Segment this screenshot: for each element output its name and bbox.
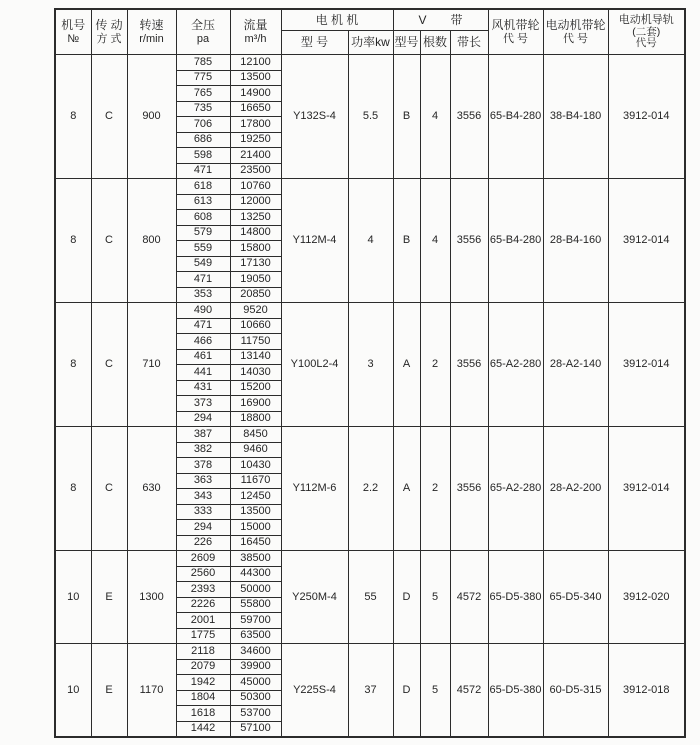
- header-vbelt-count: 根数: [420, 31, 450, 55]
- cell-motor-power: 37: [348, 644, 393, 738]
- cell-flow: 45000: [230, 675, 281, 691]
- cell-flow: 9520: [230, 303, 281, 319]
- header-speed-label: 转速: [139, 17, 164, 32]
- header-drive-mode-line1: 传 动: [95, 17, 123, 32]
- cell-flow: 9460: [230, 442, 281, 458]
- cell-pressure: 363: [176, 473, 230, 489]
- cell-flow: 16900: [230, 396, 281, 412]
- cell-vbelt-count: 2: [420, 427, 450, 551]
- cell-pressure: 613: [176, 194, 230, 210]
- cell-flow: 63500: [230, 628, 281, 644]
- cell-flow: 55800: [230, 597, 281, 613]
- cell-flow: 15000: [230, 520, 281, 536]
- header-pressure: [176, 9, 230, 55]
- cell-flow: 12100: [230, 55, 281, 71]
- cell-motor-power: 55: [348, 551, 393, 644]
- cell-vbelt-model: A: [393, 427, 420, 551]
- cell-pressure: 226: [176, 535, 230, 551]
- cell-pressure: 775: [176, 70, 230, 86]
- cell-pressure: 2393: [176, 582, 230, 598]
- header-pressure-label: 全压: [190, 17, 215, 32]
- cell-flow: 57100: [230, 721, 281, 737]
- cell-pressure: 471: [176, 318, 230, 334]
- cell-flow: 13250: [230, 210, 281, 226]
- cell-machine-no: 8: [55, 427, 91, 551]
- cell-vbelt-count: 4: [420, 179, 450, 303]
- cell-motor-pulley: 28-A2-140: [543, 303, 608, 427]
- cell-flow: 16450: [230, 535, 281, 551]
- cell-pressure: 706: [176, 117, 230, 133]
- cell-pressure: 294: [176, 411, 230, 427]
- header-pressure-unit: pa: [196, 32, 210, 45]
- header-machine-no-unit: №: [67, 32, 80, 45]
- cell-pressure: 294: [176, 520, 230, 536]
- cell-flow: 13500: [230, 504, 281, 520]
- cell-pressure: 373: [176, 396, 230, 412]
- cell-motor-pulley: 38-B4-180: [543, 55, 608, 179]
- cell-motor-pulley: 28-A2-200: [543, 427, 608, 551]
- header-motor-group: 电 机 机: [281, 9, 393, 31]
- cell-pressure: 382: [176, 442, 230, 458]
- cell-vbelt-count: 2: [420, 303, 450, 427]
- cell-drive-mode: C: [91, 427, 127, 551]
- cell-pressure: 2560: [176, 566, 230, 582]
- header-flow: [230, 9, 281, 55]
- cell-pressure: 471: [176, 163, 230, 179]
- cell-motor-pulley: 60-D5-315: [543, 644, 608, 738]
- cell-machine-no: 8: [55, 179, 91, 303]
- cell-vbelt-model: B: [393, 55, 420, 179]
- cell-speed: 1170: [127, 644, 176, 738]
- cell-drive-mode: C: [91, 303, 127, 427]
- cell-flow: 53700: [230, 706, 281, 722]
- header-vbelt-model: 型号: [393, 31, 420, 55]
- cell-pressure: 466: [176, 334, 230, 350]
- cell-flow: 19050: [230, 272, 281, 288]
- table-row: [55, 55, 685, 71]
- cell-fan-pulley: 65-B4-280: [488, 179, 543, 303]
- cell-pressure: 598: [176, 148, 230, 164]
- table-row: [55, 303, 685, 319]
- cell-motor-rail: 3912-014: [608, 179, 685, 303]
- cell-pressure: 785: [176, 55, 230, 71]
- cell-pressure: 1442: [176, 721, 230, 737]
- cell-motor-power: 5.5: [348, 55, 393, 179]
- cell-vbelt-length: 3556: [450, 303, 488, 427]
- cell-flow: 10660: [230, 318, 281, 334]
- cell-flow: 13140: [230, 349, 281, 365]
- cell-pressure: 765: [176, 86, 230, 102]
- cell-motor-power: 3: [348, 303, 393, 427]
- cell-motor-pulley: 65-D5-340: [543, 551, 608, 644]
- header-fan-pulley-line2: 代 号: [503, 32, 529, 45]
- header-speed-unit: r/min: [139, 32, 164, 45]
- cell-speed: 1300: [127, 551, 176, 644]
- cell-pressure: 353: [176, 287, 230, 303]
- cell-motor-rail: 3912-014: [608, 427, 685, 551]
- cell-pressure: 2226: [176, 597, 230, 613]
- header-fan-pulley: [488, 9, 543, 55]
- cell-pressure: 2609: [176, 551, 230, 567]
- cell-motor-rail: 3912-014: [608, 303, 685, 427]
- cell-flow: 23500: [230, 163, 281, 179]
- cell-pressure: 1775: [176, 628, 230, 644]
- cell-pressure: 461: [176, 349, 230, 365]
- cell-flow: 14900: [230, 86, 281, 102]
- cell-flow: 13500: [230, 70, 281, 86]
- cell-vbelt-length: 3556: [450, 179, 488, 303]
- cell-pressure: 343: [176, 489, 230, 505]
- cell-flow: 16650: [230, 101, 281, 117]
- cell-pressure: 490: [176, 303, 230, 319]
- table-row: [55, 644, 685, 660]
- header-motor-rail-line3: 代号: [635, 37, 657, 50]
- cell-motor-model: Y250M-4: [281, 551, 348, 644]
- cell-motor-pulley: 28-B4-160: [543, 179, 608, 303]
- table-header: [55, 9, 685, 55]
- cell-pressure: 559: [176, 241, 230, 257]
- header-motor-rail-line1: 电动机导轨: [618, 14, 674, 27]
- cell-motor-rail: 3912-014: [608, 55, 685, 179]
- cell-flow: 20850: [230, 287, 281, 303]
- cell-pressure: 735: [176, 101, 230, 117]
- cell-pressure: 2118: [176, 644, 230, 660]
- cell-flow: 11750: [230, 334, 281, 350]
- cell-machine-no: 10: [55, 551, 91, 644]
- header-fan-pulley-line1: 风机带轮: [491, 17, 540, 32]
- cell-flow: 39900: [230, 659, 281, 675]
- cell-flow: 12450: [230, 489, 281, 505]
- cell-machine-no: 8: [55, 55, 91, 179]
- cell-pressure: 1942: [176, 675, 230, 691]
- cell-vbelt-model: D: [393, 644, 420, 738]
- cell-drive-mode: E: [91, 644, 127, 738]
- cell-flow: 50000: [230, 582, 281, 598]
- header-speed: [127, 9, 176, 55]
- table-row: [55, 179, 685, 195]
- cell-pressure: 549: [176, 256, 230, 272]
- cell-flow: 15200: [230, 380, 281, 396]
- header-motor-rail-line2: (二套): [632, 25, 661, 38]
- cell-motor-model: Y112M-4: [281, 179, 348, 303]
- cell-pressure: 618: [176, 179, 230, 195]
- cell-motor-model: Y225S-4: [281, 644, 348, 738]
- cell-pressure: 686: [176, 132, 230, 148]
- header-machine-no: [55, 9, 91, 55]
- cell-flow: 10430: [230, 458, 281, 474]
- cell-flow: 59700: [230, 613, 281, 629]
- cell-pressure: 431: [176, 380, 230, 396]
- cell-fan-pulley: 65-B4-280: [488, 55, 543, 179]
- header-motor-pulley: [543, 9, 608, 55]
- header-drive-mode-line2: 方 式: [96, 32, 122, 45]
- cell-vbelt-model: B: [393, 179, 420, 303]
- cell-vbelt-count: 4: [420, 55, 450, 179]
- cell-drive-mode: C: [91, 55, 127, 179]
- table-row: [55, 427, 685, 443]
- cell-vbelt-model: A: [393, 303, 420, 427]
- cell-pressure: 387: [176, 427, 230, 443]
- cell-machine-no: 8: [55, 303, 91, 427]
- header-vbelt-length: 带长: [450, 31, 488, 55]
- cell-flow: 21400: [230, 148, 281, 164]
- cell-fan-pulley: 65-D5-380: [488, 551, 543, 644]
- cell-pressure: 1618: [176, 706, 230, 722]
- cell-pressure: 1804: [176, 690, 230, 706]
- header-motor-rail: [608, 9, 685, 55]
- cell-flow: 19250: [230, 132, 281, 148]
- cell-speed: 710: [127, 303, 176, 427]
- cell-speed: 900: [127, 55, 176, 179]
- cell-motor-power: 2.2: [348, 427, 393, 551]
- cell-motor-model: Y112M-6: [281, 427, 348, 551]
- cell-pressure: 2079: [176, 659, 230, 675]
- header-flow-unit: m³/h: [244, 32, 267, 45]
- cell-flow: 44300: [230, 566, 281, 582]
- header-flow-label: 流量: [243, 17, 268, 32]
- cell-fan-pulley: 65-A2-280: [488, 303, 543, 427]
- cell-flow: 50300: [230, 690, 281, 706]
- cell-vbelt-length: 4572: [450, 551, 488, 644]
- header-motor-model: 型 号: [281, 31, 348, 55]
- cell-flow: 11670: [230, 473, 281, 489]
- header-row-1: [55, 9, 685, 31]
- cell-drive-mode: C: [91, 179, 127, 303]
- cell-speed: 800: [127, 179, 176, 303]
- cell-motor-rail: 3912-018: [608, 644, 685, 738]
- cell-motor-model: Y132S-4: [281, 55, 348, 179]
- cell-flow: 38500: [230, 551, 281, 567]
- header-vbelt-group: V 带: [393, 9, 488, 31]
- table-body: [55, 55, 685, 738]
- cell-pressure: 471: [176, 272, 230, 288]
- cell-flow: 17130: [230, 256, 281, 272]
- cell-vbelt-length: 3556: [450, 55, 488, 179]
- fan-spec-table: [54, 8, 686, 738]
- cell-fan-pulley: 65-A2-280: [488, 427, 543, 551]
- cell-vbelt-count: 5: [420, 551, 450, 644]
- cell-flow: 10760: [230, 179, 281, 195]
- cell-pressure: 579: [176, 225, 230, 241]
- table-row: [55, 551, 685, 567]
- cell-motor-rail: 3912-020: [608, 551, 685, 644]
- cell-pressure: 333: [176, 504, 230, 520]
- header-motor-power: 功率kw: [348, 31, 393, 55]
- cell-flow: 8450: [230, 427, 281, 443]
- cell-motor-power: 4: [348, 179, 393, 303]
- header-motor-pulley-line2: 代 号: [563, 32, 589, 45]
- cell-pressure: 378: [176, 458, 230, 474]
- cell-flow: 17800: [230, 117, 281, 133]
- cell-flow: 12000: [230, 194, 281, 210]
- cell-flow: 15800: [230, 241, 281, 257]
- cell-flow: 14800: [230, 225, 281, 241]
- cell-drive-mode: E: [91, 551, 127, 644]
- cell-fan-pulley: 65-D5-380: [488, 644, 543, 738]
- cell-machine-no: 10: [55, 644, 91, 738]
- cell-pressure: 441: [176, 365, 230, 381]
- cell-flow: 14030: [230, 365, 281, 381]
- cell-pressure: 2001: [176, 613, 230, 629]
- cell-vbelt-count: 5: [420, 644, 450, 738]
- cell-vbelt-length: 3556: [450, 427, 488, 551]
- cell-vbelt-length: 4572: [450, 644, 488, 738]
- cell-motor-model: Y100L2-4: [281, 303, 348, 427]
- header-drive-mode: [91, 9, 127, 55]
- header-machine-no-label: 机号: [61, 17, 86, 32]
- header-motor-pulley-line1: 电动机带轮: [545, 17, 606, 32]
- cell-flow: 18800: [230, 411, 281, 427]
- cell-vbelt-model: D: [393, 551, 420, 644]
- cell-speed: 630: [127, 427, 176, 551]
- cell-flow: 34600: [230, 644, 281, 660]
- cell-pressure: 608: [176, 210, 230, 226]
